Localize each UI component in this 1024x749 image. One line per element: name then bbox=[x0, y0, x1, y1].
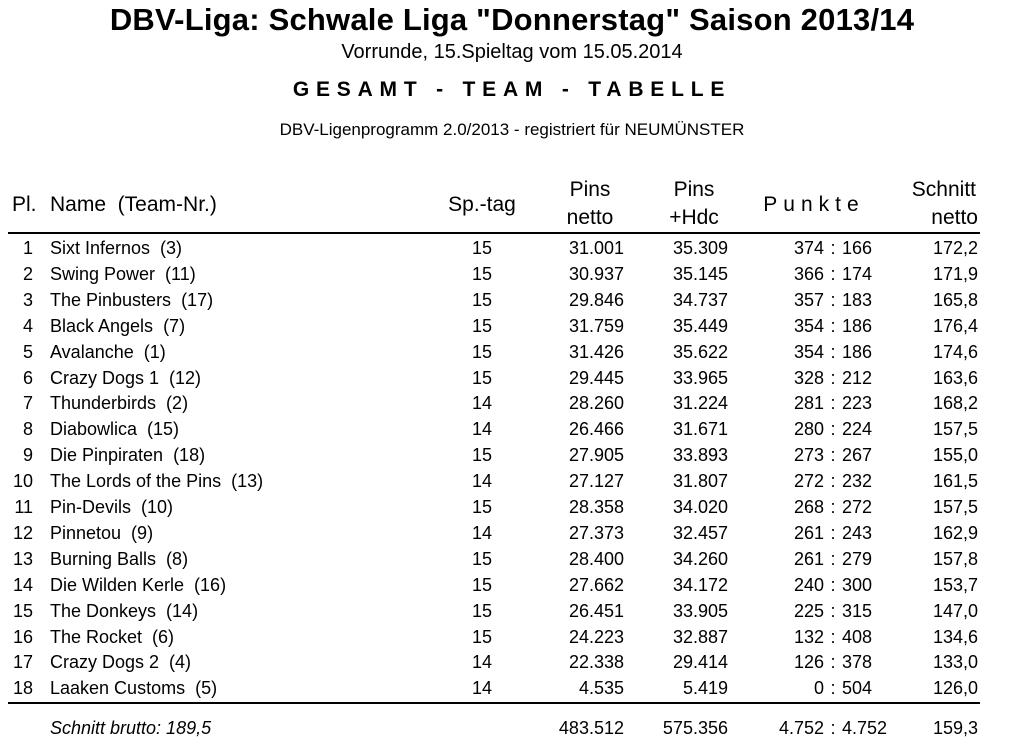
row-pins-hdc: 31.671 bbox=[672, 419, 728, 440]
row-position: 6 bbox=[22, 367, 33, 388]
row-punkte-colon: : bbox=[830, 574, 836, 595]
table-heading: GESAMT - TEAM - TABELLE bbox=[292, 78, 732, 101]
col-header-pins-netto-line1: Pins bbox=[569, 178, 611, 201]
row-punkte-minus: 166 bbox=[842, 238, 873, 258]
row-schnitt: 165,8 bbox=[932, 289, 978, 310]
row-pins-hdc: 35.309 bbox=[672, 238, 728, 258]
row-pins-hdc: 33.893 bbox=[672, 445, 728, 466]
row-spieltag: 14 bbox=[471, 522, 493, 543]
table-row bbox=[0, 494, 1024, 520]
row-punkte-minus: 243 bbox=[842, 522, 873, 543]
row-punkte-minus: 272 bbox=[842, 497, 873, 517]
col-header-pins-hdc-line2: +Hdc bbox=[669, 206, 719, 229]
row-punkte-plus: 280 bbox=[793, 419, 824, 440]
row-pins-hdc: 35.449 bbox=[672, 315, 728, 336]
row-pins-netto: 22.338 bbox=[568, 652, 624, 673]
row-pins-hdc: 35.145 bbox=[672, 263, 728, 284]
table-row bbox=[0, 546, 1024, 572]
row-team-name: Pinnetou (9) bbox=[50, 522, 154, 543]
row-spieltag: 15 bbox=[471, 367, 493, 388]
row-punkte-minus: 315 bbox=[842, 600, 873, 621]
row-pins-netto: 27.662 bbox=[568, 574, 624, 595]
row-position: 13 bbox=[12, 548, 33, 569]
row-punkte-minus: 186 bbox=[842, 341, 873, 362]
row-schnitt: 157,5 bbox=[932, 419, 978, 440]
row-pins-hdc: 33.905 bbox=[672, 600, 728, 621]
row-spieltag: 14 bbox=[471, 652, 493, 673]
row-pins-hdc: 32.887 bbox=[672, 626, 728, 647]
row-pins-netto: 28.400 bbox=[568, 548, 624, 569]
row-punkte-plus: 272 bbox=[793, 471, 824, 492]
table-row bbox=[0, 572, 1024, 598]
row-punkte-colon: : bbox=[830, 445, 836, 466]
table-row bbox=[0, 468, 1024, 494]
row-position: 1 bbox=[22, 238, 33, 258]
row-punkte-colon: : bbox=[830, 626, 836, 647]
row-schnitt: 171,9 bbox=[932, 263, 978, 284]
row-spieltag: 15 bbox=[471, 548, 493, 569]
row-punkte-colon: : bbox=[830, 522, 836, 543]
row-punkte-plus: 354 bbox=[793, 341, 824, 362]
row-punkte-plus: 225 bbox=[793, 600, 824, 621]
row-schnitt: 153,7 bbox=[932, 574, 978, 595]
col-header-name: Name (Team-Nr.) bbox=[50, 193, 217, 216]
row-schnitt: 172,2 bbox=[932, 238, 978, 258]
row-punkte-minus: 300 bbox=[842, 574, 873, 595]
row-position: 4 bbox=[22, 315, 33, 336]
row-punkte-plus: 366 bbox=[793, 263, 824, 284]
row-pins-hdc: 34.260 bbox=[672, 548, 728, 569]
footer-pins-hdc: 575.356 bbox=[662, 718, 728, 738]
row-pins-netto: 29.846 bbox=[568, 289, 624, 310]
row-pins-hdc: 34.737 bbox=[672, 289, 728, 310]
table-row bbox=[0, 624, 1024, 650]
table-row bbox=[0, 365, 1024, 391]
row-pins-netto: 31.001 bbox=[568, 238, 624, 258]
row-punkte-colon: : bbox=[830, 419, 836, 440]
row-spieltag: 14 bbox=[471, 419, 493, 440]
row-punkte-colon: : bbox=[830, 263, 836, 284]
table-row bbox=[0, 675, 1024, 701]
row-punkte-plus: 240 bbox=[793, 574, 824, 595]
row-spieltag: 14 bbox=[471, 471, 493, 492]
row-team-name: The Lords of the Pins (13) bbox=[50, 471, 264, 492]
row-pins-netto: 24.223 bbox=[568, 626, 624, 647]
col-header-spieltag: Sp.-tag bbox=[448, 193, 516, 216]
row-punkte-minus: 504 bbox=[842, 678, 873, 699]
row-punkte-minus: 183 bbox=[842, 289, 873, 310]
row-position: 8 bbox=[22, 419, 33, 440]
row-pins-hdc: 31.807 bbox=[672, 471, 728, 492]
row-position: 18 bbox=[12, 678, 33, 699]
row-spieltag: 15 bbox=[471, 238, 493, 258]
footer-rule bbox=[8, 702, 980, 704]
row-team-name: Black Angels (7) bbox=[50, 315, 186, 336]
row-punkte-plus: 126 bbox=[793, 652, 824, 673]
row-position: 11 bbox=[14, 497, 33, 517]
row-punkte-minus: 378 bbox=[842, 652, 873, 673]
row-spieltag: 15 bbox=[471, 289, 493, 310]
col-header-punkte: Punkte bbox=[763, 193, 865, 216]
footer-label: Schnitt brutto: 189,5 bbox=[50, 718, 212, 738]
row-position: 3 bbox=[22, 289, 33, 310]
row-punkte-plus: 357 bbox=[793, 289, 824, 310]
row-pins-netto: 31.426 bbox=[568, 341, 624, 362]
table-row bbox=[0, 390, 1024, 416]
table-row bbox=[0, 520, 1024, 546]
row-pins-netto: 26.451 bbox=[568, 600, 624, 621]
table-row bbox=[0, 598, 1024, 624]
row-schnitt: 168,2 bbox=[932, 393, 978, 414]
row-pins-hdc: 33.965 bbox=[672, 367, 728, 388]
row-pins-hdc: 34.172 bbox=[672, 574, 728, 595]
row-team-name: Die Wilden Kerle (16) bbox=[50, 574, 227, 595]
footer-punkte-colon: : bbox=[830, 718, 836, 738]
row-punkte-colon: : bbox=[830, 471, 836, 492]
table-row bbox=[0, 261, 1024, 287]
row-schnitt: 176,4 bbox=[932, 315, 978, 336]
row-position: 12 bbox=[12, 522, 33, 543]
row-team-name: Die Pinpiraten (18) bbox=[50, 445, 206, 466]
row-spieltag: 14 bbox=[471, 678, 493, 699]
row-punkte-colon: : bbox=[830, 238, 836, 258]
row-punkte-minus: 232 bbox=[842, 471, 873, 492]
row-team-name: The Pinbusters (17) bbox=[50, 289, 214, 310]
row-pins-netto: 26.466 bbox=[568, 419, 624, 440]
row-punkte-plus: 261 bbox=[793, 548, 824, 569]
footer-punkte-plus: 4.752 bbox=[778, 718, 824, 738]
row-spieltag: 14 bbox=[471, 393, 493, 414]
row-position: 2 bbox=[22, 263, 33, 284]
table-row bbox=[0, 442, 1024, 468]
table-footer bbox=[0, 715, 1024, 741]
row-punkte-plus: 281 bbox=[793, 393, 824, 414]
row-schnitt: 163,6 bbox=[932, 367, 978, 388]
row-position: 16 bbox=[12, 626, 33, 647]
footer-pins-netto: 483.512 bbox=[558, 718, 624, 738]
row-team-name: Burning Balls (8) bbox=[50, 548, 189, 569]
row-team-name: Diabowlica (15) bbox=[50, 419, 180, 440]
row-spieltag: 15 bbox=[471, 315, 493, 336]
row-position: 7 bbox=[22, 393, 33, 414]
row-pins-netto: 29.445 bbox=[568, 367, 624, 388]
row-position: 14 bbox=[12, 574, 33, 595]
row-punkte-minus: 223 bbox=[842, 393, 873, 414]
footer-punkte-minus: 4.752 bbox=[842, 718, 888, 738]
table-row bbox=[0, 339, 1024, 365]
program-note: DBV-Ligenprogramm 2.0/2013 - registriert für NEUMÜNSTER bbox=[279, 120, 745, 139]
row-schnitt: 126,0 bbox=[932, 678, 978, 699]
col-header-schnitt-line1: Schnitt bbox=[911, 178, 976, 201]
row-schnitt: 161,5 bbox=[932, 471, 978, 492]
row-pins-netto: 27.905 bbox=[568, 445, 624, 466]
row-punkte-plus: 374 bbox=[793, 238, 824, 258]
table-row bbox=[0, 235, 1024, 261]
row-punkte-minus: 174 bbox=[842, 263, 873, 284]
row-punkte-colon: : bbox=[830, 548, 836, 569]
row-punkte-plus: 354 bbox=[793, 315, 824, 336]
table-row bbox=[0, 649, 1024, 675]
row-punkte-plus: 273 bbox=[793, 445, 824, 466]
row-spieltag: 15 bbox=[471, 600, 493, 621]
footer-schnitt: 159,3 bbox=[932, 718, 978, 738]
row-spieltag: 15 bbox=[471, 445, 493, 466]
row-punkte-plus: 268 bbox=[793, 497, 824, 517]
row-pins-netto: 4.535 bbox=[578, 678, 624, 699]
row-punkte-colon: : bbox=[830, 600, 836, 621]
table-row bbox=[0, 416, 1024, 442]
row-team-name: Avalanche (1) bbox=[50, 341, 166, 362]
row-punkte-colon: : bbox=[830, 341, 836, 362]
row-punkte-colon: : bbox=[830, 289, 836, 310]
row-pins-netto: 28.358 bbox=[568, 497, 624, 517]
row-pins-hdc: 31.224 bbox=[672, 393, 728, 414]
row-spieltag: 15 bbox=[471, 263, 493, 284]
row-punkte-minus: 186 bbox=[842, 315, 873, 336]
row-team-name: The Donkeys (14) bbox=[50, 600, 199, 621]
row-position: 15 bbox=[12, 600, 33, 621]
row-spieltag: 15 bbox=[471, 574, 493, 595]
row-punkte-colon: : bbox=[830, 678, 836, 699]
row-schnitt: 155,0 bbox=[932, 445, 978, 466]
row-punkte-plus: 0 bbox=[813, 678, 824, 699]
row-spieltag: 15 bbox=[471, 341, 493, 362]
table-row bbox=[0, 287, 1024, 313]
col-header-pos: Pl. bbox=[12, 193, 37, 216]
row-punkte-minus: 224 bbox=[842, 419, 873, 440]
table-row bbox=[0, 313, 1024, 339]
col-header-pins-netto-line2: netto bbox=[566, 206, 614, 229]
row-spieltag: 15 bbox=[471, 626, 493, 647]
row-spieltag: 15 bbox=[471, 497, 493, 517]
row-team-name: Pin-Devils (10) bbox=[50, 497, 174, 517]
col-header-pins-hdc-line1: Pins bbox=[673, 178, 715, 201]
row-pins-netto: 31.759 bbox=[568, 315, 624, 336]
page-title: DBV-Liga: Schwale Liga "Donnerstag" Saison 2013/14 bbox=[109, 2, 915, 37]
row-position: 17 bbox=[12, 652, 33, 673]
row-pins-netto: 27.127 bbox=[568, 471, 624, 492]
row-schnitt: 134,6 bbox=[932, 626, 978, 647]
row-punkte-minus: 408 bbox=[842, 626, 873, 647]
row-punkte-colon: : bbox=[830, 497, 836, 517]
row-pins-hdc: 32.457 bbox=[672, 522, 728, 543]
row-pins-hdc: 5.419 bbox=[682, 678, 728, 699]
row-pins-hdc: 35.622 bbox=[672, 341, 728, 362]
row-punkte-minus: 267 bbox=[842, 445, 873, 466]
row-pins-netto: 28.260 bbox=[568, 393, 624, 414]
row-punkte-minus: 279 bbox=[842, 548, 873, 569]
row-pins-netto: 27.373 bbox=[568, 522, 624, 543]
col-header-schnitt-line2: netto bbox=[931, 206, 978, 229]
row-schnitt: 133,0 bbox=[932, 652, 978, 673]
row-punkte-plus: 328 bbox=[793, 367, 824, 388]
row-team-name: Sixt Infernos (3) bbox=[50, 238, 183, 258]
row-position: 5 bbox=[22, 341, 33, 362]
row-schnitt: 147,0 bbox=[932, 600, 978, 621]
row-punkte-plus: 261 bbox=[793, 522, 824, 543]
row-punkte-plus: 132 bbox=[793, 626, 824, 647]
row-punkte-colon: : bbox=[830, 367, 836, 388]
row-position: 9 bbox=[22, 445, 33, 466]
row-pins-hdc: 29.414 bbox=[672, 652, 728, 673]
row-schnitt: 174,6 bbox=[932, 341, 978, 362]
row-team-name: Thunderbirds (2) bbox=[50, 393, 189, 414]
row-punkte-colon: : bbox=[830, 652, 836, 673]
row-position: 10 bbox=[12, 471, 33, 492]
row-schnitt: 157,5 bbox=[932, 497, 978, 517]
row-team-name: Swing Power (11) bbox=[50, 263, 196, 284]
row-punkte-minus: 212 bbox=[842, 367, 873, 388]
row-team-name: Crazy Dogs 2 (4) bbox=[50, 652, 192, 673]
row-pins-netto: 30.937 bbox=[568, 263, 624, 284]
row-team-name: The Rocket (6) bbox=[50, 626, 175, 647]
row-schnitt: 157,8 bbox=[932, 548, 978, 569]
page-subtitle: Vorrunde, 15.Spieltag vom 15.05.2014 bbox=[341, 41, 683, 63]
row-team-name: Crazy Dogs 1 (12) bbox=[50, 367, 202, 388]
row-punkte-colon: : bbox=[830, 315, 836, 336]
row-team-name: Laaken Customs (5) bbox=[50, 678, 218, 699]
row-punkte-colon: : bbox=[830, 393, 836, 414]
row-pins-hdc: 34.020 bbox=[672, 497, 728, 517]
row-schnitt: 162,9 bbox=[932, 522, 978, 543]
header-rule bbox=[8, 232, 980, 234]
